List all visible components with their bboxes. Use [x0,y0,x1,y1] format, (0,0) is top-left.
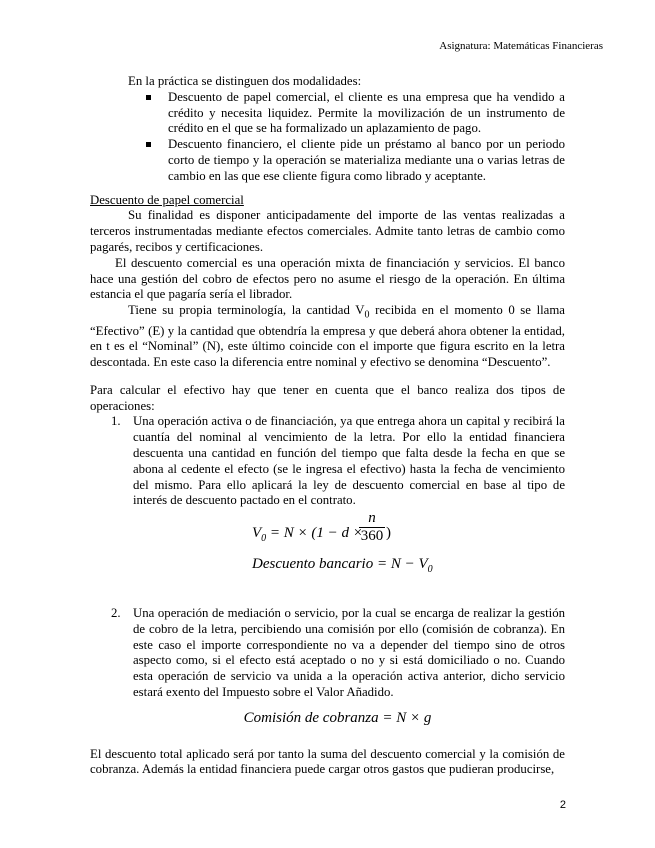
list-item: 2. Una operación de mediación o servicio, por la cual se encarga de realizar la gestión de cobro de la letra, percibiendo una comisión por ello (comisión de cobranza). En este caso el importe correspondiente no va a depender del tiempo sino de otros aspecto como, si el efecto está aceptado o no y si está domiciliado o no. Cuando esta operación de servicio va unida a la operación activa anterior, dicho servicio estará exento del Impuesto sobre el Valor Añadido. [111,606,565,700]
list-item: Descuento financiero, el cliente pide un préstamo al banco por un periodo corto de tiempo y la operación se materializa mediante una o varias letras de cambio en las que ese cliente figura como librado y aceptante. [168,137,565,184]
page-number: 2 [559,799,566,811]
list-item: 1. Una operación activa o de financiación, ya que entrega ahora un capital y recibirá la cuantía del nominal al vencimiento de la letra. Por ello la entidad financiera descuenta una cantidad en función del tiempo que falta desde la fecha en que se abona al cedente el efecto (se le ingresa el efectivo) hasta la fecha de vencimiento del mismo. Para ello aplicará la ley de descuento comercial en base al tipo de interés de descuento pactado en el contrato. $V_0 = N \times (1 - d$ × n 360 ) Descuento bancario = $N - V_0$ [133,414,565,578]
modalities-list [90,90,565,185]
section-title: Descuento de papel comercial [90,192,244,207]
operations-list [90,414,565,700]
paragraph: El descuento comercial es una operación mixta de financiación y servicios. El banco hace una gestión del cobro de efectos pero no asume el riesgo de la operación. En última estancia el que pagaría sería el librador. [90,255,565,302]
collection-fee-formula: Comisión de cobranza = N × g [243,709,432,726]
intro-text: En la práctica se distinguen dos modalidades: [128,74,362,88]
bank-discount-formula: Descuento bancario = $N - V_0$ [252,556,433,576]
page-header: Asignatura: Matemáticas Financieras [439,40,603,52]
paragraph: Para calcular el efectivo hay que tener en cuenta que el banco realiza dos tipos de operaciones: [90,382,565,413]
effective-value-formula: $V_0 = N \times (1 - d$ × n 360 ) [252,510,391,545]
list-item: Descuento de papel comercial, el cliente es una empresa que ha vendido a crédito y necesita liquidez. Permite la movilización de un instrumento de crédito en el que se ha formalizado un aplazamiento de pago. [168,90,565,137]
document-body [90,74,565,778]
paragraph: Su finalidad es disponer anticipadamente del importe de las ventas realizadas a terceros instrumentadas mediante efectos comerciales. Admite tanto letras de cambio como pagarés, recibos y certificaciones. [90,208,565,254]
paragraph: Tiene su propia terminología, la cantidad $V_0$ recibida en el momento 0 se llama “Efectivo” (E) y la cantidad que obtendría la empresa y que deberá ahora obtener la entidad, en t es el “Nominal” (N), este último coincide con el importe que figura escrito en la letra descontada. En este caso la diferencia entre nominal y efectivo se denomina “Descuento”. [90,303,565,370]
fraction: n 360 [360,510,384,545]
paragraph: El descuento total aplicado será por tanto la suma del descuento comercial y la comisión de cobranza. Además la entidad financiera puede cargar otros gastos que pudieran producirse, [90,746,565,777]
bullet-icon [146,95,151,100]
bullet-icon [146,142,151,147]
